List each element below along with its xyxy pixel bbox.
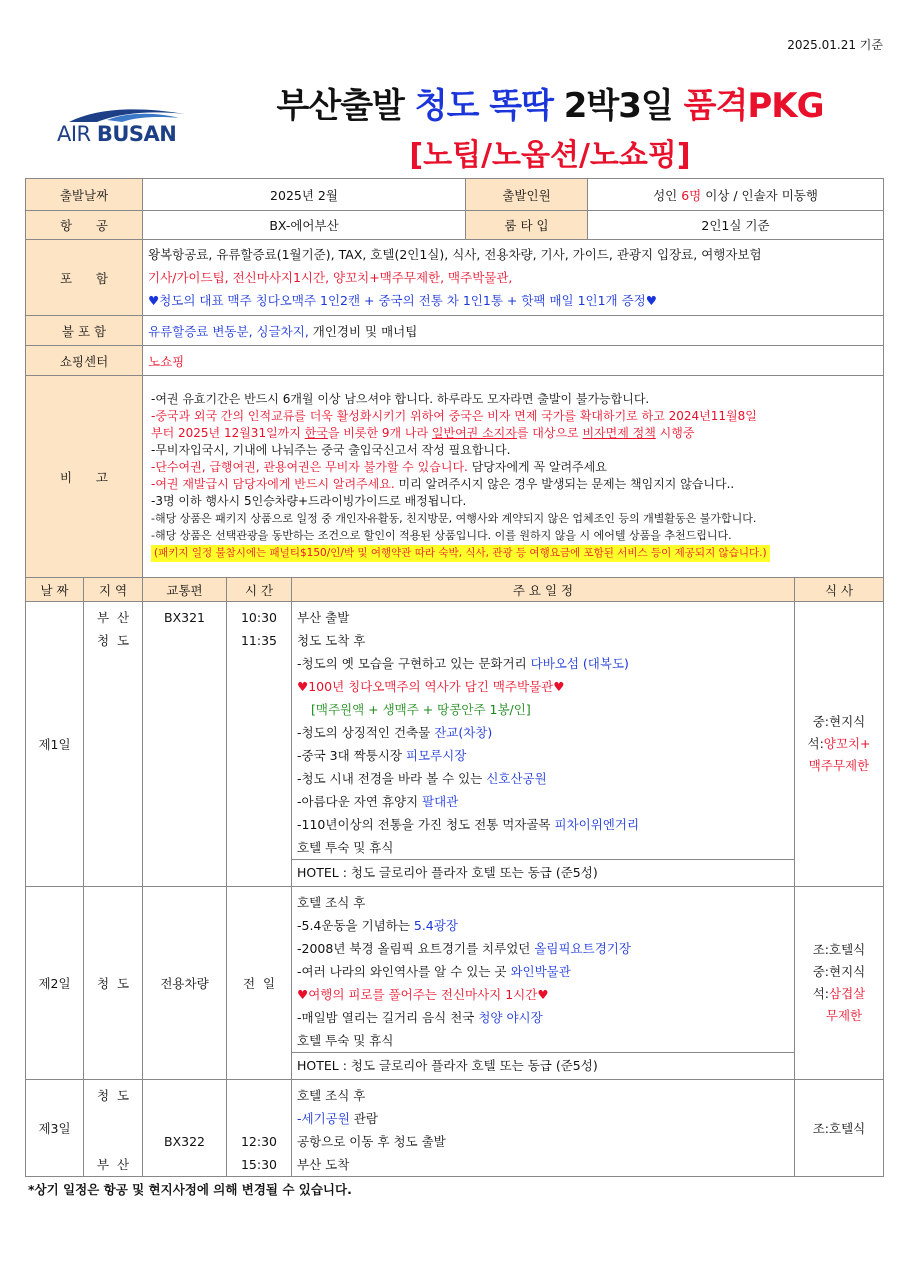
day1-transport: BX321 (143, 602, 227, 887)
day1-region: 부 산 청 도 (84, 602, 143, 887)
note-line: -해당 상품은 패키지 상품으로 일정 중 개인자유활동, 친지방문, 여행사와 계약되지 않은 업체조인 등의 개별활동은 불가합니다. (151, 512, 757, 525)
day2-hotel: HOTEL : 청도 글로리아 플라자 호텔 또는 동급 (준5성) (292, 1052, 794, 1079)
note-line: -3명 이하 행사시 5인승차량+드라이빙가이드로 배정됩니다. (151, 494, 467, 508)
col-meal: 식 사 (795, 578, 884, 602)
note-line: -여권 재발급시 담당자에게 반드시 알려주세요. 미리 알려주시지 않은 경우 발생되는 문제는 책임지지 않습니다.. (151, 477, 735, 491)
penalty-notice: (패키지 일정 불참시에는 패널티$150/인/박 및 여행약관 따라 숙박, 식사, 관광 등 여행요금에 포함된 서비스 등이 제공되지 않습니다.) (151, 545, 770, 562)
note-line: -여권 유효기간은 반드시 6개월 이상 남으셔야 합니다. 하루라도 모자라면 출발이 불가능합니다. (151, 392, 650, 406)
included-line: 기사/가이드팁, 전신마사지1시간, 양꼬치+맥주무제한, 맥주박물관, (148, 270, 513, 285)
package-table (25, 178, 884, 1177)
excluded-label: 불 포 함 (26, 316, 143, 346)
day3-label: 제3일 (26, 1080, 84, 1177)
col-transport: 교통편 (143, 578, 227, 602)
logo-text: AIR BUSAN (57, 122, 177, 146)
col-itinerary: 주 요 일 정 (292, 578, 795, 602)
day1-itinerary: 부산 출발 청도 도착 후 -청도의 옛 모습을 구현하고 있는 문화거리 다바오섬 (대복도) ♥100년 칭다오맥주의 역사가 담긴 맥주박물관♥ [맥주원액 + 생맥주 + 땅콩안주 1봉/인] -청도의 상징적인 건축물 잔교(차창) -중국 3대 짝퉁시장 피모루시장 -청도 시내 전경을 바라 볼 수 있는 신호산공원 -아름다운 자연 휴양지 팔대관 -110년이상의 전통을 가진 청도 전통 먹자골목 피차이위엔거리 호텔 투숙 및 휴식 HOTEL : 청도 글로리아 플라자 호텔 또는 동급 (준5성) (292, 602, 795, 887)
note-line: -해당 상품은 선택관광을 동반하는 조건으로 할인이 적용된 상품입니다. 이를 원하지 않을 시 에어텔 상품을 추천드립니다. (151, 529, 732, 542)
day3-time: 12:30 15:30 (227, 1080, 292, 1177)
day3-row (26, 1080, 884, 1177)
day1-meal: 중:현지식 석:양꼬치+ 맥주무제한 (795, 602, 884, 887)
people-label: 출발인원 (466, 179, 588, 211)
day2-transport: 전용차량 (143, 887, 227, 1080)
day2-meal: 조:호텔식 중:현지식 석:삼겹살 무제한 (795, 887, 884, 1080)
note-line: -무비자입국시, 기내에 나눠주는 중국 출입국신고서 작성 필요합니다. (151, 443, 511, 457)
airline-label: 항 공 (26, 211, 143, 240)
col-region: 지 역 (84, 578, 143, 602)
day1-hotel: HOTEL : 청도 글로리아 플라자 호텔 또는 동급 (준5성) (292, 859, 794, 886)
day1-time: 10:30 11:35 (227, 602, 292, 887)
included-label: 포 함 (26, 240, 143, 316)
shopping-value: 노쇼핑 (143, 346, 884, 376)
day2-time: 전 일 (227, 887, 292, 1080)
footer-note: *상기 일정은 항공 및 현지사정에 의해 변경될 수 있습니다. (28, 1182, 352, 1197)
day3-itinerary: 호텔 조식 후 -세기공원 관람 공항으로 이동 후 청도 출발 부산 도착 (292, 1080, 795, 1177)
room-label: 룸 타 입 (466, 211, 588, 240)
notes-label: 비 고 (26, 376, 143, 578)
note-line: 부터 2025년 12월31일까지 한국을 비롯한 9개 나라 일반여권 소지자를 대상으로 비자면제 정책 시행중 (151, 426, 695, 440)
depart-value: 2025년 2월 (143, 179, 466, 211)
col-day: 날 짜 (26, 578, 84, 602)
day2-region: 청 도 (84, 887, 143, 1080)
page-title: 부산출발 청도 똑딱 2박3일 품격PKG (276, 86, 824, 126)
note-line: -단수여권, 급행여권, 관용여권은 무비자 불가할 수 있습니다. 담당자에게 꼭 알려주세요 (151, 460, 607, 474)
col-time: 시 간 (227, 578, 292, 602)
reference-date: 2025.01.21 기준 (787, 38, 883, 52)
notes-value (143, 376, 884, 578)
page-subtitle: [노팁/노옵션/노쇼핑] (409, 138, 691, 173)
airline-value: BX-에어부산 (143, 211, 466, 240)
day3-transport: BX322 (143, 1080, 227, 1177)
excluded-value: 유류할증료 변동분, 싱글차지, 개인경비 및 매너팁 (143, 316, 884, 346)
air-busan-logo (57, 104, 187, 152)
day3-meal: 조:호텔식 (795, 1080, 884, 1177)
day2-label: 제2일 (26, 887, 84, 1080)
depart-label: 출발날짜 (26, 179, 143, 211)
day2-itinerary: 호텔 조식 후 -5.4운동을 기념하는 5.4광장 -2008년 북경 올림픽 요트경기를 치루었던 올림픽요트경기장 -여러 나라의 와인역사를 알 수 있는 곳 와인박물관 ♥여행의 피로를 풀어주는 전신마사지 1시간♥ -매일밤 열리는 길거리 음식 천국 청양 야시장 호텔 투숙 및 휴식 HOTEL : 청도 글로리아 플라자 호텔 또는 동급 (준5성) (292, 887, 795, 1080)
included-line: ♥청도의 대표 맥주 칭다오맥주 1인2캔 + 중국의 전통 차 1인1통 + 핫팩 매일 1인1개 증정♥ (148, 293, 657, 308)
room-value: 2인1실 기준 (588, 211, 884, 240)
day1-label: 제1일 (26, 602, 84, 887)
people-value: 성인 6명 이상 / 인솔자 미동행 (588, 179, 884, 211)
note-line: -중국과 외국 간의 인적교류를 더욱 활성화시키기 위하여 중국은 비자 면제 국가를 확대하기로 하고 2024년11월8일 (151, 409, 757, 423)
included-line: 왕복항공료, 유류할증료(1월기준), TAX, 호텔(2인1실), 식사, 전용차량, 기사, 가이드, 관광지 입장료, 여행자보험 (148, 247, 762, 262)
day1-row (26, 602, 884, 887)
day2-row (26, 887, 884, 1080)
shopping-label: 쇼핑센터 (26, 346, 143, 376)
day3-region: 청 도 부 산 (84, 1080, 143, 1177)
included-value (143, 240, 884, 316)
